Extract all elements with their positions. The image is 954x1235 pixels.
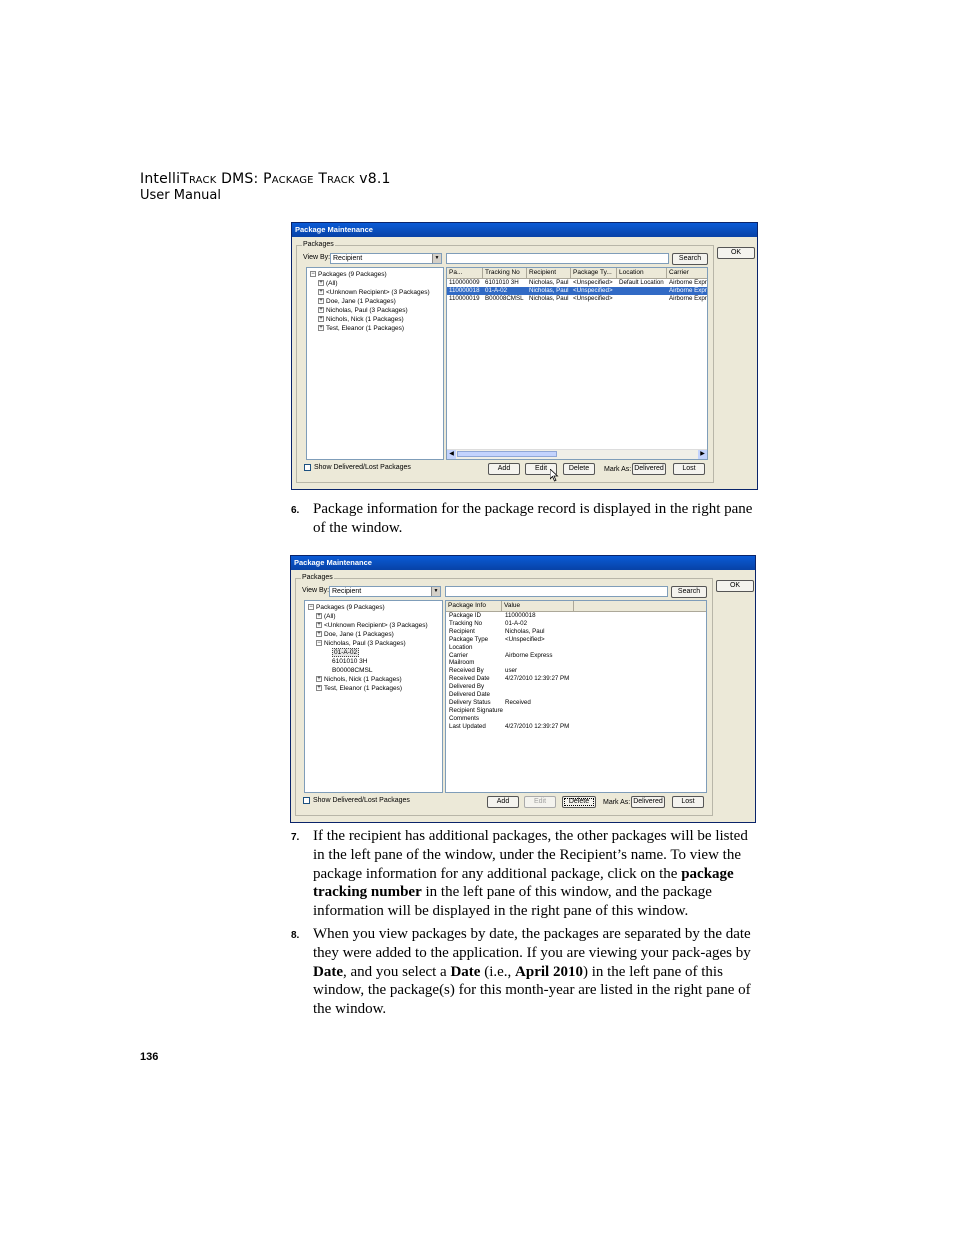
step-7-text: If the recipient has additional packages, the other packages will be listed in the left pane of the window, under the Recipient’s name. To view the package information for any additional package, click on the package tracking number in the left pane of this window, and the package information will be displayed in the right pane of this window.	[313, 828, 748, 920]
table-cell: Default Location	[619, 279, 664, 286]
info-field-label: Delivered Date	[449, 691, 490, 698]
tree-node-label: Doe, Jane (1 Packages)	[324, 631, 394, 638]
info-field-label: Tracking No	[449, 619, 483, 627]
dialog-title: Package Maintenance	[292, 223, 757, 237]
table-cell: Airborne Expr	[669, 279, 707, 286]
tree-node-label: Nichols, Nick (1 Packages)	[326, 316, 404, 323]
expand-icon[interactable]: +	[319, 307, 323, 314]
dialog-title: Package Maintenance	[291, 556, 755, 570]
info-field-value: 4/27/2010 12:39:27 PM	[505, 675, 570, 683]
column-header[interactable]: Carrier	[667, 268, 708, 278]
delete-button[interactable]: Delete	[563, 463, 595, 475]
tree-node-label: Packages (9 Packages)	[316, 604, 385, 611]
search-button[interactable]: Search	[672, 253, 708, 265]
info-field-label: Delivery Status	[449, 698, 491, 706]
tree-node[interactable]	[316, 684, 402, 693]
tree-node[interactable]	[316, 612, 336, 621]
scroll-right-icon[interactable]: ▶	[698, 450, 707, 459]
table-cell: Nicholas, Paul	[529, 279, 569, 286]
tree-node[interactable]	[318, 324, 404, 333]
delivered-button[interactable]: Delivered	[632, 463, 666, 475]
show-delivered-checkbox[interactable]	[304, 464, 311, 471]
tree-node-label: Test, Eleanor (1 Packages)	[324, 685, 403, 692]
add-button[interactable]: Add	[488, 463, 520, 475]
tree-node-label: (All)	[324, 613, 336, 620]
tree-node[interactable]	[318, 279, 338, 288]
tree-node-label: Packages (9 Packages)	[318, 271, 387, 278]
tree-node-label: Nicholas, Paul (3 Packages)	[326, 307, 408, 314]
expand-icon[interactable]: +	[317, 622, 321, 629]
column-header[interactable]: Location	[617, 268, 667, 278]
info-field-label: Carrier	[449, 651, 468, 659]
info-field-value: <Unspecified>	[505, 635, 545, 643]
tree-node[interactable]	[316, 675, 402, 684]
tree-node[interactable]	[318, 306, 408, 315]
tree-node[interactable]	[324, 657, 367, 666]
column-header[interactable]: Recipient	[527, 268, 571, 278]
step-6-text: Package information for the package record is displayed in the right pane of the window.	[313, 501, 753, 536]
delete-button[interactable]: Delete	[562, 796, 596, 808]
info-field-value: 4/27/2010 12:39:27 PM	[505, 722, 570, 730]
package-maintenance-dialog-1	[291, 222, 758, 490]
info-field-label: Package Type	[449, 635, 489, 643]
info-field-label: Recipient	[449, 627, 475, 635]
mark-as-label: Mark As:	[604, 466, 632, 473]
info-field-value: Received	[505, 698, 531, 706]
expand-icon[interactable]: +	[319, 316, 323, 323]
grid-header	[447, 268, 707, 279]
page-number: 136	[140, 1051, 159, 1063]
view-by-label: View By:	[302, 587, 330, 594]
tree-node[interactable]	[318, 288, 430, 297]
table-cell: 110000018	[449, 287, 480, 294]
step-6-number: 6.	[291, 505, 300, 516]
edit-button[interactable]: Edit	[525, 463, 557, 475]
tree-node[interactable]	[324, 648, 359, 657]
column-header[interactable]: Package Ty...	[571, 268, 617, 278]
info-field-value: user	[505, 667, 518, 675]
ok-button[interactable]: OK	[717, 247, 755, 259]
tree-node-label: 01-A-02	[334, 649, 358, 656]
expand-icon[interactable]: +	[319, 289, 323, 296]
add-button[interactable]: Add	[487, 796, 519, 808]
show-delivered-label: Show Delivered/Lost Packages	[314, 464, 411, 471]
show-delivered-checkbox[interactable]	[303, 797, 310, 804]
running-header-subtitle: User Manual	[140, 188, 222, 203]
tree-node[interactable]	[316, 639, 406, 648]
dropdown-arrow-icon[interactable]: ▼	[431, 587, 440, 596]
tree-node-label: 6101010 3H	[332, 658, 368, 665]
view-by-value: Recipient	[332, 588, 362, 595]
view-by-select[interactable]	[330, 253, 442, 264]
packages-grid[interactable]	[446, 267, 708, 460]
tree-node[interactable]	[316, 621, 428, 630]
info-field-label: Location	[449, 643, 473, 651]
tree-node[interactable]	[316, 630, 394, 639]
table-row[interactable]	[447, 287, 707, 295]
info-field-label: Mailroom	[449, 659, 475, 667]
tree-node-label: <Unknown Recipient> (3 Packages)	[326, 289, 430, 296]
table-cell: 01-A-02	[485, 287, 508, 294]
table-row[interactable]	[447, 279, 707, 287]
info-field-label: Delivered By	[449, 683, 485, 691]
info-field-label: Comments	[449, 714, 479, 722]
search-button[interactable]: Search	[671, 586, 707, 598]
info-field-label: Recipient Signature	[449, 706, 504, 714]
tree-node[interactable]	[308, 603, 385, 612]
search-input[interactable]	[445, 586, 668, 597]
ok-button[interactable]: OK	[716, 580, 754, 592]
expand-icon[interactable]: +	[319, 325, 323, 332]
table-cell: <Unspecified>	[573, 295, 613, 302]
info-field-value: 01-A-02	[505, 619, 528, 627]
tree-node-label: (All)	[326, 280, 338, 287]
view-by-value: Recipient	[333, 255, 363, 262]
collapse-icon[interactable]: −	[317, 640, 321, 647]
collapse-icon[interactable]: −	[311, 271, 315, 278]
tree-node-label: Nicholas, Paul (3 Packages)	[324, 640, 406, 647]
step-8-number: 8.	[291, 930, 300, 941]
view-by-label: View By:	[303, 254, 331, 261]
tree-node[interactable]	[324, 666, 372, 675]
package-maintenance-dialog-2	[290, 555, 756, 823]
expand-icon[interactable]: +	[317, 631, 321, 638]
show-delivered-label: Show Delivered/Lost Packages	[313, 797, 410, 804]
tree-pane[interactable]	[304, 600, 443, 793]
table-cell: Airborne Expr	[669, 287, 707, 294]
table-cell: <Unspecified>	[573, 287, 613, 294]
table-cell: Nicholas, Paul	[529, 287, 569, 294]
edit-button[interactable]: Edit	[524, 796, 556, 808]
tree-node-label: Doe, Jane (1 Packages)	[326, 298, 396, 305]
table-row[interactable]	[447, 295, 707, 303]
info-field-label: Package ID	[449, 612, 481, 619]
expand-icon[interactable]: +	[319, 298, 323, 305]
mouse-cursor-icon	[550, 469, 559, 482]
column-header[interactable]: Tracking No	[483, 268, 527, 278]
horizontal-scrollbar[interactable]	[447, 449, 707, 459]
table-cell: 6101010 3H	[485, 279, 519, 286]
tree-node-label: Nichols, Nick (1 Packages)	[324, 676, 402, 683]
tree-node[interactable]	[318, 315, 404, 324]
tree-node-label: <Unknown Recipient> (3 Packages)	[324, 622, 428, 629]
step-8-text: When you view packages by date, the packages are separated by the date they were added to the application. If you are viewing your pack-ages by Date, and you select a Date (i.e., April 2010) in the left pane of this window, the package(s) for this month-year are listed in the right pane of the window.	[313, 926, 751, 1018]
expand-icon[interactable]: +	[317, 613, 321, 620]
tree-node[interactable]	[310, 270, 387, 279]
view-by-select[interactable]	[329, 586, 441, 597]
tree-node-label: B00008CMSL	[332, 667, 373, 674]
packages-group-label: Packages	[302, 574, 333, 581]
info-field-label: Received Date	[449, 675, 490, 683]
collapse-icon[interactable]: −	[309, 604, 313, 611]
tree-node[interactable]	[318, 297, 396, 306]
info-field-value: 110000018	[505, 612, 536, 619]
info-field-value: Nicholas, Paul	[505, 627, 545, 635]
table-cell: B00008CMSL	[485, 295, 524, 302]
step-7-number: 7.	[291, 832, 300, 843]
expand-icon[interactable]: +	[319, 280, 323, 287]
info-field-label: Last Updated	[449, 722, 486, 730]
delivered-button[interactable]: Delivered	[631, 796, 665, 808]
scroll-thumb[interactable]	[457, 451, 557, 457]
dropdown-arrow-icon[interactable]: ▼	[432, 254, 441, 263]
info-field-value: Airborne Express	[505, 651, 553, 659]
mark-as-label: Mark As:	[603, 799, 631, 806]
table-cell: <Unspecified>	[573, 279, 613, 286]
column-header[interactable]: Value	[502, 601, 574, 611]
expand-icon[interactable]: +	[317, 685, 321, 692]
lost-button[interactable]: Lost	[672, 796, 704, 808]
table-cell: Nicholas, Paul	[529, 295, 569, 302]
table-cell: 110000019	[449, 295, 480, 302]
info-field-label: Received By	[449, 667, 484, 675]
tree-node-label: Test, Eleanor (1 Packages)	[326, 325, 405, 332]
info-header	[446, 601, 706, 612]
table-cell: Airborne Expr	[669, 295, 707, 302]
tree-pane[interactable]	[306, 267, 444, 460]
package-info-pane[interactable]	[445, 600, 707, 793]
lost-button[interactable]: Lost	[673, 463, 705, 475]
column-header[interactable]: Package Info	[446, 601, 502, 611]
table-cell: 110000009	[449, 279, 480, 286]
packages-group-label: Packages	[303, 241, 334, 248]
scroll-left-icon[interactable]: ◀	[447, 450, 456, 459]
search-input[interactable]	[446, 253, 669, 264]
running-header-title: IntelliTrack DMS: Package Track v8.1	[140, 171, 391, 187]
column-header[interactable]: Pa...	[447, 268, 483, 278]
expand-icon[interactable]: +	[317, 676, 321, 683]
